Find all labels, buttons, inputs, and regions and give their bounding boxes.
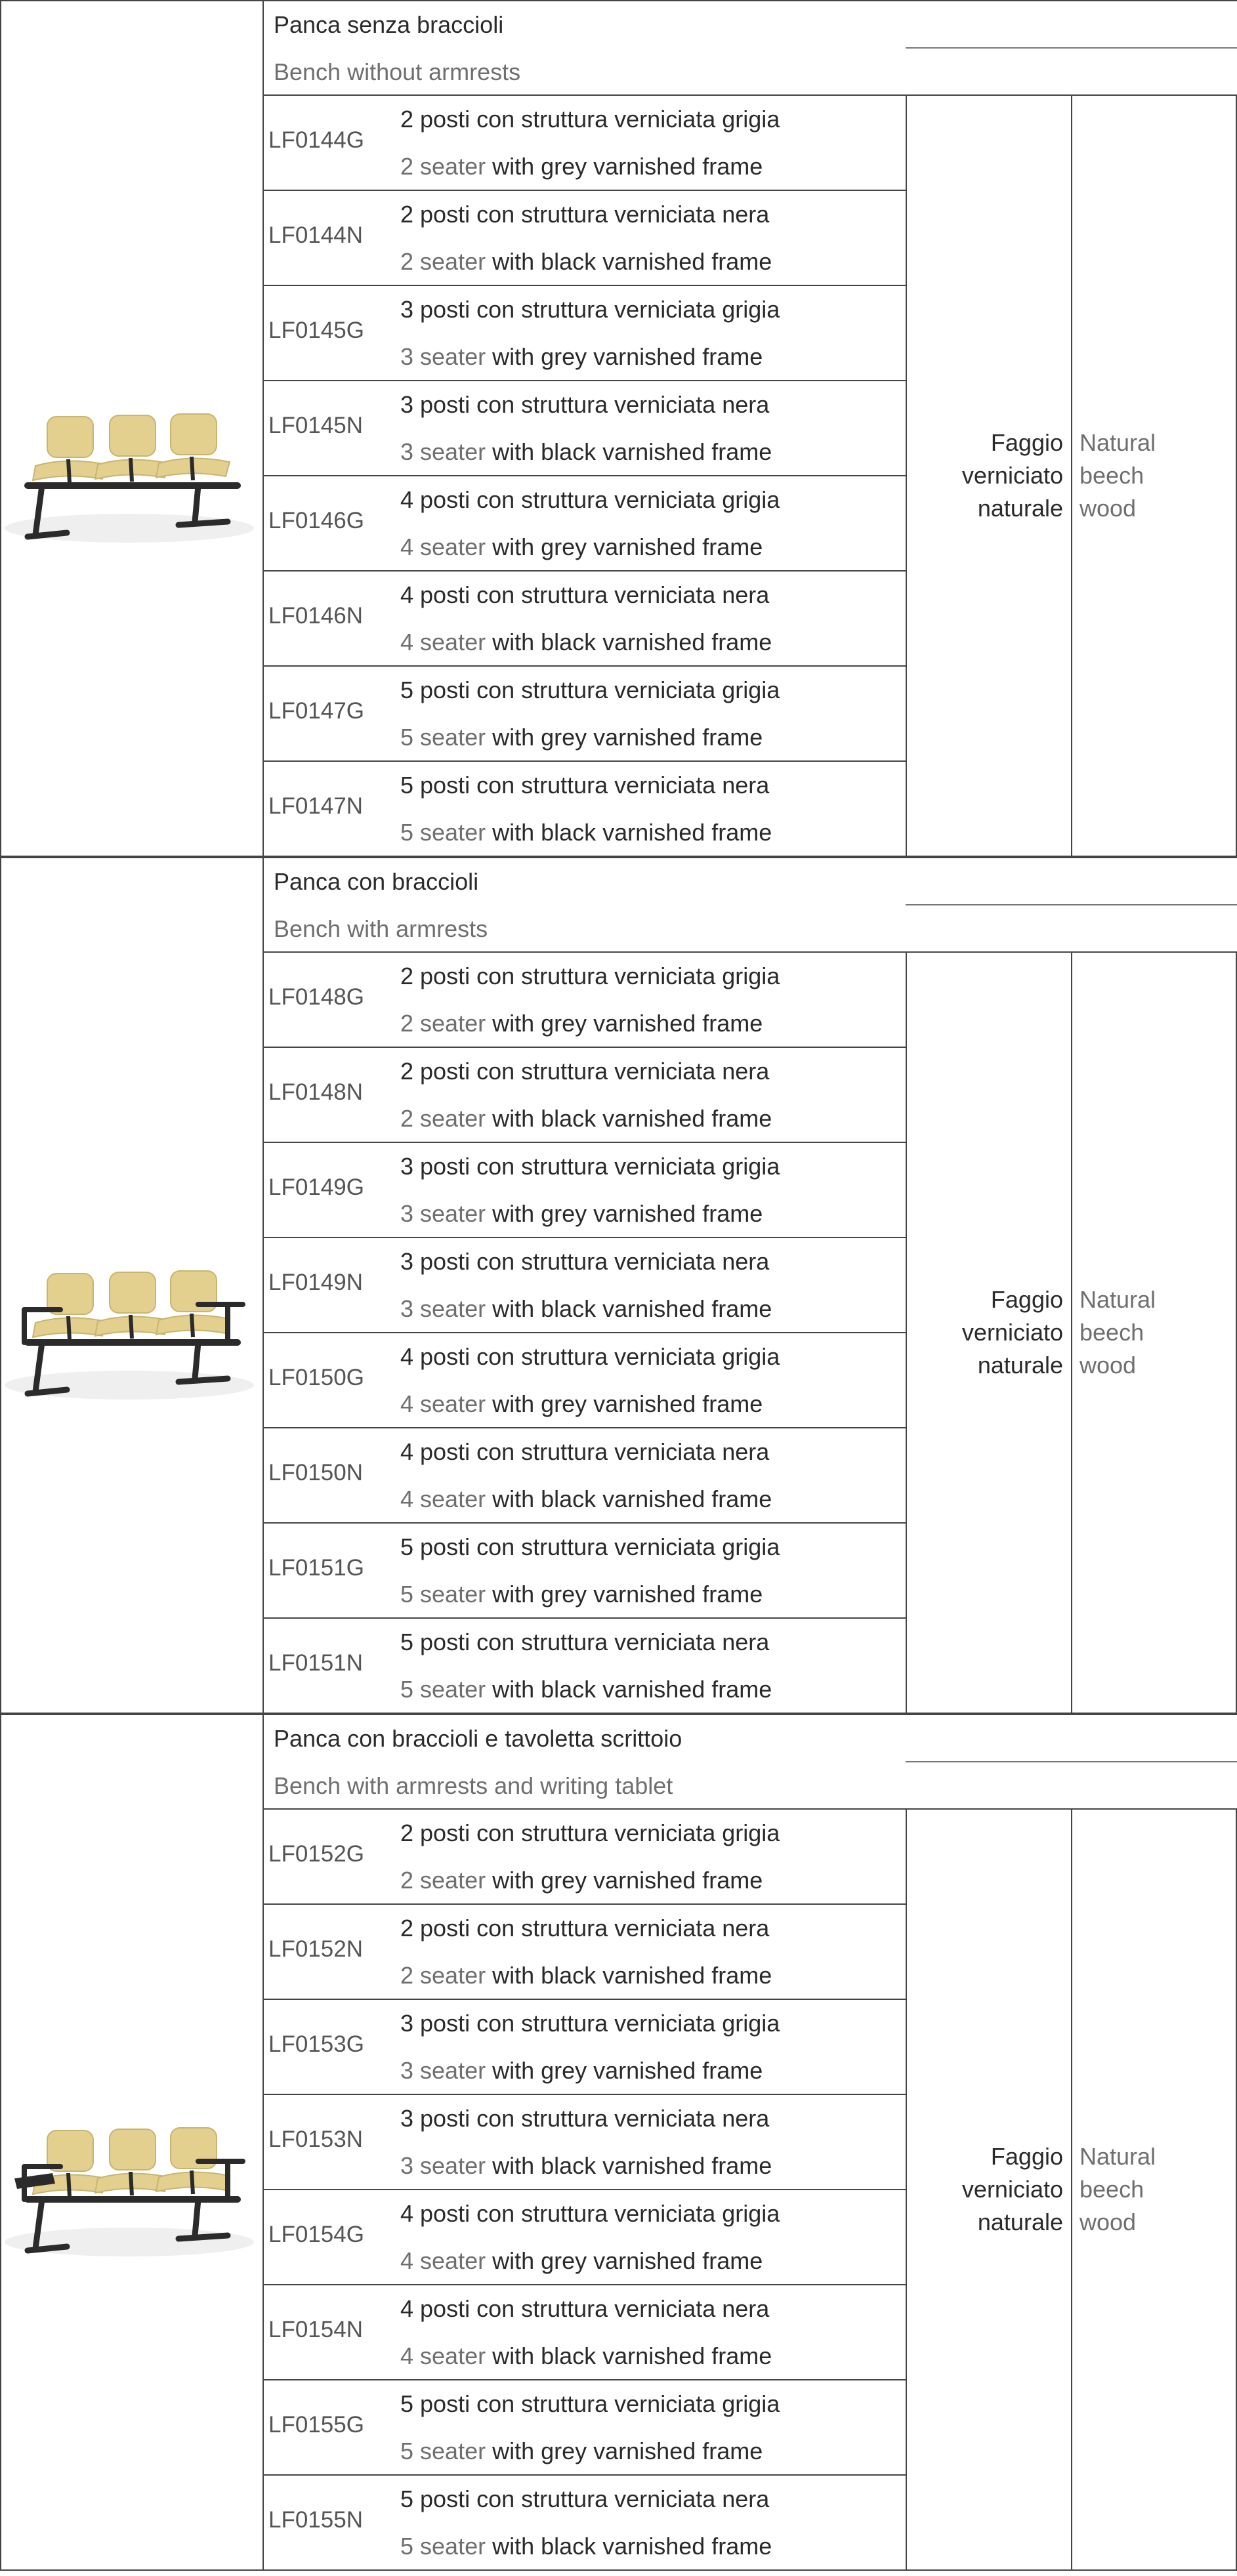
frame-label: with grey varnished frame (492, 533, 763, 560)
description-it: 2 posti con struttura verniciata nera (400, 201, 770, 228)
seater-label: 2 seater (400, 1867, 486, 1894)
seater-label: 4 seater (400, 629, 486, 655)
bench-image (1, 2101, 257, 2265)
table-row (0, 2094, 1, 2189)
table-row (0, 760, 1, 856)
image-column-rule (262, 0, 264, 857)
row-rule (262, 475, 906, 476)
bench-section (0, 0, 1237, 857)
material-it-line: verniciato (961, 2176, 1063, 2203)
header-rule (906, 47, 1237, 49)
row-rule (262, 190, 906, 191)
description-it: 3 posti con struttura verniciata grigia (400, 2010, 780, 2037)
product-code: LF0152G (268, 1841, 364, 1867)
description-en (400, 1867, 763, 1894)
row-rule (262, 570, 906, 571)
product-image (0, 2101, 261, 2272)
row-rule (262, 285, 906, 286)
product-code: LF0148G (268, 984, 364, 1010)
seater-label: 3 seater (400, 2057, 486, 2084)
description-en (400, 1581, 763, 1608)
description-it: 2 posti con struttura verniciata nera (400, 1058, 770, 1085)
row-rule (262, 1903, 906, 1905)
product-image (0, 1244, 261, 1415)
description-it: 4 posti con struttura verniciata nera (400, 1438, 770, 1465)
table-row (0, 1999, 1, 2094)
frame-label: with black varnished frame (492, 248, 772, 275)
row-rule (262, 2379, 906, 2380)
section-title-it: Panca con braccioli (274, 868, 479, 895)
product-image (0, 387, 261, 558)
product-code: LF0147N (268, 793, 363, 819)
description-it: 3 posti con struttura verniciata nera (400, 1248, 770, 1275)
table-row (0, 665, 1, 760)
table-row (0, 570, 1, 665)
row-rule (262, 2094, 906, 2095)
product-code: LF0147G (268, 698, 364, 724)
seater-label: 4 seater (400, 1390, 486, 1417)
table-row (0, 1332, 1, 1427)
bench-section (0, 1714, 1237, 2571)
row-rule (262, 1522, 906, 1524)
row-rule (262, 1142, 906, 1143)
product-code: LF0151N (268, 1650, 363, 1676)
description-en (400, 2533, 772, 2560)
description-en (400, 1106, 772, 1132)
description-it: 3 posti con struttura verniciata nera (400, 2105, 770, 2132)
description-en (400, 629, 772, 655)
bench-section (0, 857, 1237, 1714)
material-it (907, 426, 1063, 525)
material-en (1080, 2140, 1234, 2239)
frame-label: with grey varnished frame (492, 1010, 763, 1037)
frame-label: with grey varnished frame (492, 1390, 763, 1417)
product-code: LF0153N (268, 2127, 363, 2152)
seater-label: 3 seater (400, 343, 486, 370)
table-row (0, 951, 1, 1047)
description-en (400, 1963, 772, 1989)
table-row (0, 2379, 1, 2474)
row-rule (262, 665, 906, 667)
material-en-line: beech (1080, 2176, 1144, 2203)
product-code: LF0149G (268, 1174, 364, 1200)
seater-label: 5 seater (400, 724, 486, 751)
description-en (400, 1010, 763, 1037)
product-code: LF0153G (268, 2031, 364, 2057)
description-it: 4 posti con struttura verniciata nera (400, 2295, 770, 2322)
section-title-en: Bench with armrests (274, 915, 488, 942)
description-en (400, 2058, 763, 2084)
material-en-line: Natural (1080, 429, 1156, 456)
description-en (400, 820, 772, 846)
material-it-line: Faggio (990, 1286, 1063, 1313)
frame-label: with black varnished frame (492, 1962, 772, 1989)
frame-label: with black varnished frame (492, 819, 772, 846)
material-it-line: naturale (977, 495, 1063, 522)
material-en (1080, 426, 1234, 525)
row-rule (262, 1047, 906, 1048)
table-row (0, 2284, 1, 2379)
seater-label: 3 seater (400, 1295, 486, 1322)
product-code: LF0145G (268, 318, 364, 343)
table-row (0, 2474, 1, 2569)
table-row (0, 475, 1, 570)
table-row (0, 1142, 1, 1237)
product-code: LF0144G (268, 127, 364, 153)
row-rule (262, 1427, 906, 1428)
seater-label: 2 seater (400, 1962, 486, 1989)
description-en (400, 439, 772, 465)
material-column-rule (1071, 94, 1072, 857)
table-row (0, 1047, 1, 1142)
description-it: 5 posti con struttura verniciata nera (400, 772, 770, 799)
rows-top-rule (262, 951, 1237, 953)
product-code: LF0155N (268, 2507, 363, 2533)
frame-label: with grey varnished frame (492, 1200, 763, 1227)
description-it: 5 posti con struttura verniciata grigia (400, 1533, 780, 1560)
bench-image (1, 1244, 257, 1408)
description-en (400, 1201, 763, 1227)
description-en (400, 1486, 772, 1512)
section-title-it: Panca senza braccioli (274, 11, 504, 38)
description-en (400, 344, 763, 370)
material-it (907, 2140, 1063, 2239)
frame-label: with grey varnished frame (492, 343, 763, 370)
description-it: 2 posti con struttura verniciata grigia (400, 963, 780, 989)
rows-top-rule (262, 1808, 1237, 1810)
description-it: 3 posti con struttura verniciata grigia (400, 1153, 780, 1180)
description-en (400, 1391, 763, 1417)
product-code: LF0145N (268, 413, 363, 438)
description-en (400, 2248, 763, 2274)
product-code: LF0144N (268, 222, 363, 248)
frame-label: with grey varnished frame (492, 2438, 763, 2464)
image-column-rule (262, 857, 264, 1714)
description-en (400, 534, 763, 560)
description-it: 5 posti con struttura verniciata grigia (400, 2390, 780, 2417)
description-en (400, 1676, 772, 1703)
frame-label: with black varnished frame (492, 629, 772, 655)
seater-label: 2 seater (400, 248, 486, 275)
material-en-line: Natural (1080, 2143, 1156, 2170)
seater-label: 4 seater (400, 2247, 486, 2274)
material-it-line: Faggio (990, 429, 1063, 456)
seater-label: 5 seater (400, 819, 486, 846)
row-rule (262, 1332, 906, 1333)
material-it-line: Faggio (990, 2143, 1063, 2170)
rows-top-rule (262, 94, 1237, 96)
table-row (0, 380, 1, 475)
row-rule (262, 1617, 906, 1619)
product-code: LF0148N (268, 1079, 363, 1105)
seater-label: 4 seater (400, 533, 486, 560)
frame-label: with grey varnished frame (492, 2247, 763, 2274)
row-rule (262, 380, 906, 381)
table-row (0, 1522, 1, 1617)
section-title-en: Bench without armrests (274, 58, 521, 85)
description-it: 4 posti con struttura verniciata grigia (400, 486, 780, 513)
frame-label: with black varnished frame (492, 2342, 772, 2369)
seater-label: 2 seater (400, 1010, 486, 1037)
seater-label: 3 seater (400, 438, 486, 465)
table-row (0, 190, 1, 285)
description-en (400, 2343, 772, 2369)
material-en-line: beech (1080, 462, 1144, 489)
seater-label: 5 seater (400, 1676, 486, 1703)
seater-label: 4 seater (400, 1485, 486, 1512)
description-en (400, 249, 772, 275)
description-it: 3 posti con struttura verniciata grigia (400, 296, 780, 323)
material-column-rule (1071, 951, 1072, 1714)
frame-label: with black varnished frame (492, 2533, 772, 2560)
description-it: 5 posti con struttura verniciata nera (400, 1629, 770, 1655)
seater-label: 5 seater (400, 1581, 486, 1608)
description-it: 4 posti con struttura verniciata grigia (400, 2200, 780, 2227)
material-it-line: verniciato (961, 1319, 1063, 1346)
description-it: 4 posti con struttura verniciata grigia (400, 1343, 780, 1370)
table-row (0, 1903, 1, 1999)
section-top-rule (0, 857, 1237, 858)
product-code: LF0149N (268, 1270, 363, 1295)
table-row (0, 1617, 1, 1713)
seater-label: 5 seater (400, 2533, 486, 2560)
row-rule (262, 2474, 906, 2476)
description-it: 2 posti con struttura verniciata grigia (400, 106, 780, 133)
material-it-line: verniciato (961, 462, 1063, 489)
section-title-en: Bench with armrests and writing tablet (274, 1772, 673, 1799)
row-rule (262, 1999, 906, 2000)
material-column-rule (1071, 1808, 1072, 2571)
description-it: 3 posti con struttura verniciata nera (400, 391, 770, 418)
material-en-line: wood (1080, 1352, 1137, 1379)
table-row (0, 1427, 1, 1522)
material-en (1080, 1283, 1234, 1382)
table-row (0, 1237, 1, 1332)
row-rule (262, 760, 906, 762)
frame-label: with grey varnished frame (492, 2057, 763, 2084)
table-row (0, 2189, 1, 2284)
description-it: 2 posti con struttura verniciata nera (400, 1915, 770, 1942)
frame-label: with black varnished frame (492, 2152, 772, 2179)
frame-label: with black varnished frame (492, 1105, 772, 1132)
seater-label: 2 seater (400, 153, 486, 180)
product-code: LF0151G (268, 1555, 364, 1581)
frame-label: with black varnished frame (492, 1485, 772, 1512)
product-code: LF0150N (268, 1460, 363, 1485)
section-title-it: Panca con braccioli e tavoletta scrittoio (274, 1725, 682, 1752)
seater-label: 2 seater (400, 1105, 486, 1132)
seater-label: 4 seater (400, 2342, 486, 2369)
product-code: LF0150G (268, 1365, 364, 1390)
section-bottom-rule (0, 2569, 1237, 2571)
seater-label: 3 seater (400, 2152, 486, 2179)
description-en (400, 154, 763, 180)
table-row (0, 1808, 1, 1903)
product-code: LF0146G (268, 508, 364, 533)
description-it: 5 posti con struttura verniciata grigia (400, 676, 780, 703)
row-rule (262, 2189, 906, 2190)
description-en (400, 724, 763, 751)
row-rule (262, 2284, 906, 2285)
row-rule (262, 1237, 906, 1238)
frame-label: with grey varnished frame (492, 1581, 763, 1608)
table-row (0, 94, 1, 190)
bench-image (1, 387, 257, 551)
frame-label: with black varnished frame (492, 1676, 772, 1703)
product-code: LF0154G (268, 2222, 364, 2247)
description-it: 5 posti con struttura verniciata nera (400, 2485, 770, 2512)
seater-label: 3 seater (400, 1200, 486, 1227)
product-code: LF0154N (268, 2317, 363, 2342)
frame-label: with black varnished frame (492, 438, 772, 465)
image-column-rule (262, 1714, 264, 2571)
table-row (0, 285, 1, 380)
frame-label: with grey varnished frame (492, 724, 763, 751)
product-code: LF0152N (268, 1936, 363, 1962)
material-it-line: naturale (977, 2209, 1063, 2235)
material-en-line: wood (1080, 495, 1137, 522)
material-en-line: wood (1080, 2209, 1137, 2235)
section-top-rule (0, 0, 1237, 1)
seater-label: 5 seater (400, 2438, 486, 2464)
frame-label: with grey varnished frame (492, 1867, 763, 1894)
product-code: LF0146N (268, 603, 363, 629)
description-en (400, 2438, 763, 2464)
frame-label: with grey varnished frame (492, 153, 763, 180)
description-en (400, 1296, 772, 1322)
header-rule (906, 1761, 1237, 1762)
material-en-line: Natural (1080, 1286, 1156, 1313)
description-it: 2 posti con struttura verniciata grigia (400, 1819, 780, 1846)
product-code: LF0155G (268, 2412, 364, 2438)
frame-label: with black varnished frame (492, 1295, 772, 1322)
description-en (400, 2153, 772, 2179)
material-it (907, 1283, 1063, 1382)
description-it: 4 posti con struttura verniciata nera (400, 581, 770, 608)
header-rule (906, 904, 1237, 905)
material-en-line: beech (1080, 1319, 1144, 1346)
material-it-line: naturale (977, 1352, 1063, 1379)
section-top-rule (0, 1714, 1237, 1715)
